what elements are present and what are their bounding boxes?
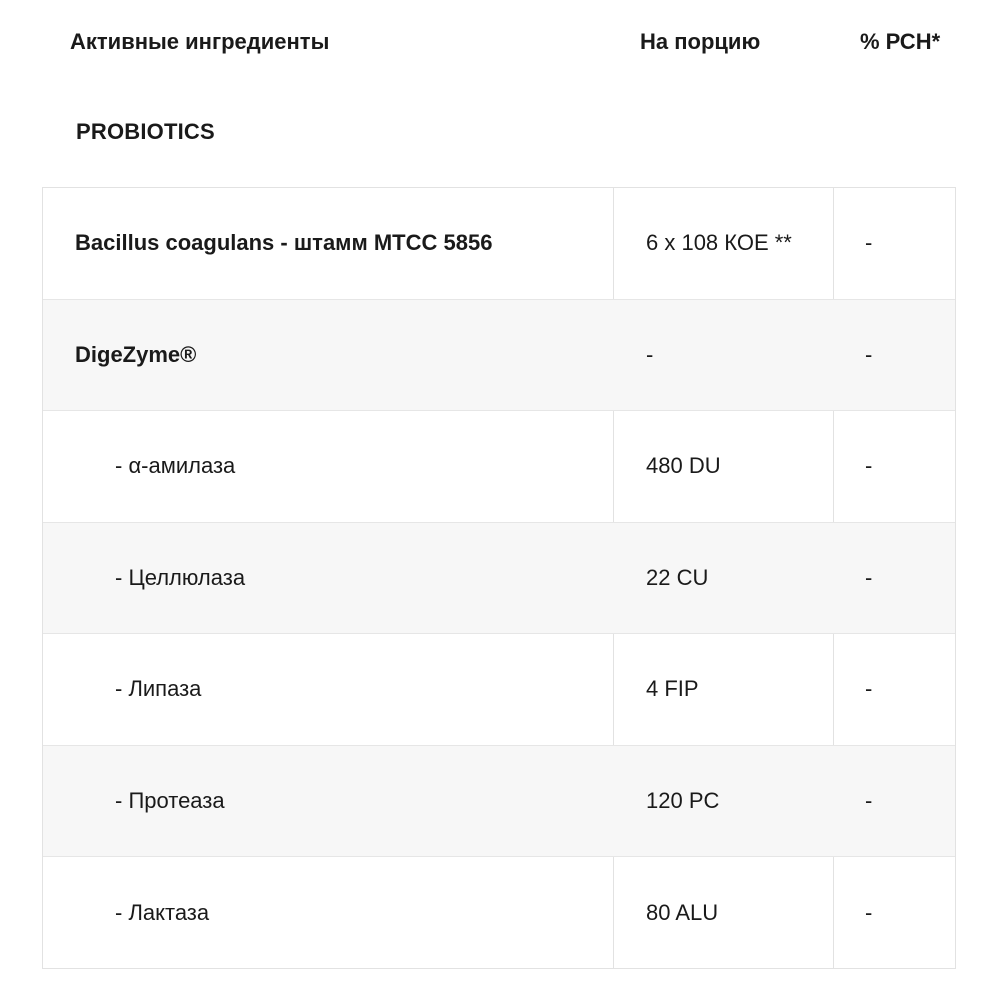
ingredient-amount: - xyxy=(646,341,654,367)
ingredient-name: - Протеаза xyxy=(115,787,225,813)
table-row xyxy=(43,746,955,858)
ingredient-amount: 22 CU xyxy=(646,564,709,590)
table-row xyxy=(43,188,955,300)
ingredient-name: Bacillus coagulans - штамм MTCC 5856 xyxy=(75,230,493,256)
table-row xyxy=(43,300,955,412)
ingredient-amount: 120 PC xyxy=(646,787,720,813)
ingredient-rdi: - xyxy=(865,899,873,925)
ingredient-name: - Лактаза xyxy=(115,899,210,925)
table-row xyxy=(43,634,955,746)
ingredient-rdi: - xyxy=(865,341,873,367)
ingredient-rdi: - xyxy=(865,564,873,590)
table-header xyxy=(0,0,1000,84)
ingredient-rdi: - xyxy=(865,230,873,256)
header-per-serving: На порцию xyxy=(640,29,761,54)
ingredient-rdi: - xyxy=(865,787,873,813)
header-rdi: % РСН* xyxy=(860,29,941,54)
ingredient-amount: 6 x 108 КОЕ ** xyxy=(646,230,792,256)
ingredient-rdi: - xyxy=(865,453,873,479)
ingredient-amount: 4 FIP xyxy=(646,676,699,702)
table-row xyxy=(43,857,955,969)
ingredient-name: DigeZyme® xyxy=(75,341,197,367)
header-ingredients: Активные ингредиенты xyxy=(70,29,330,54)
ingredient-amount: 80 ALU xyxy=(646,899,719,925)
ingredient-name: - Целлюлаза xyxy=(115,564,246,590)
section-title: PROBIOTICS xyxy=(76,119,215,144)
table-row xyxy=(43,411,955,523)
ingredient-name: - Липаза xyxy=(115,676,202,702)
ingredient-name: - α-амилаза xyxy=(115,453,236,479)
ingredient-rdi: - xyxy=(865,676,873,702)
table-row xyxy=(43,523,955,635)
ingredients-table xyxy=(42,187,956,969)
ingredient-amount: 480 DU xyxy=(646,453,721,479)
